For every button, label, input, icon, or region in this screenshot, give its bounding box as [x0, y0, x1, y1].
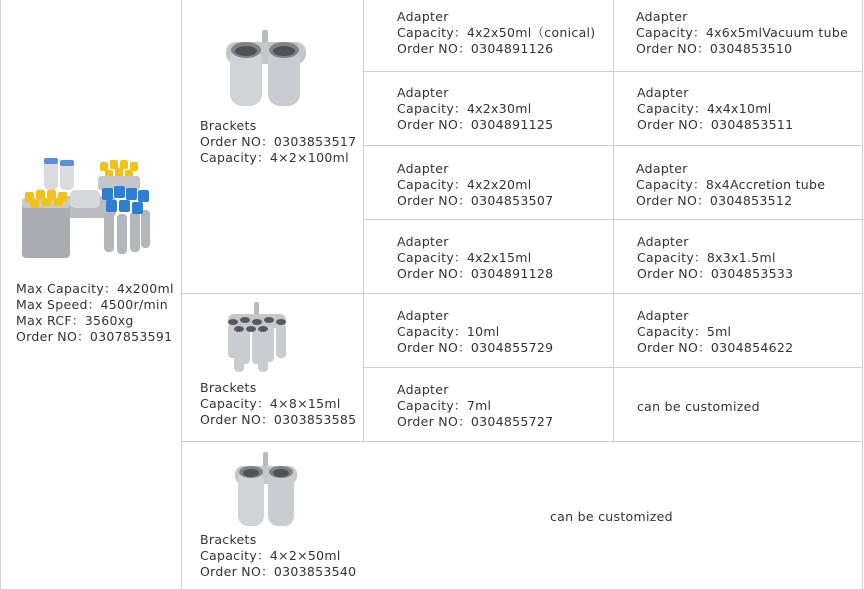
- grid-line: [363, 219, 863, 220]
- adapter-capacity: Capacity：7ml: [397, 398, 492, 413]
- adapter-order-no: Order NO：0304853512: [636, 193, 793, 208]
- adapter-title: Adapter: [397, 308, 449, 323]
- adapter-order-no: Order NO：0304854622: [637, 340, 794, 355]
- adapter-cell: [397, 9, 595, 57]
- adapter-capacity: Capacity：4x6x5mlVacuum tube: [636, 25, 849, 40]
- rotor-max-capacity: Max Capacity：4x200ml: [16, 281, 174, 296]
- grid-line: [363, 145, 863, 146]
- rotor-specs: [16, 281, 174, 345]
- bracket-4x2x100ml-photo-icon: [222, 28, 310, 110]
- adapter-title: Adapter: [636, 9, 688, 24]
- adapter-cell: [397, 308, 553, 356]
- swing-rotor-photo-icon: [18, 154, 153, 262]
- bracket-4x2x50ml-photo-icon: [232, 452, 300, 528]
- rotor-max-rcf: Max RCF：3560xg: [16, 313, 134, 328]
- adapter-order-no: Order NO：0304853507: [397, 193, 554, 208]
- bracket-2-specs: [200, 380, 356, 428]
- grid-line: [181, 293, 863, 294]
- adapter-cell: [397, 85, 553, 133]
- bracket-3-title: Brackets: [200, 532, 257, 547]
- bracket-1-specs: [200, 118, 356, 166]
- adapter-order-no: Order NO：0304891128: [397, 266, 554, 281]
- adapter-capacity: Capacity：4x2x15ml: [397, 250, 532, 265]
- adapter-cell: [637, 308, 793, 356]
- adapter-capacity: Capacity：4x4x10ml: [637, 101, 772, 116]
- adapter-order-no: Order NO：0304853533: [637, 266, 794, 281]
- bracket-2-order-no: Order NO：0303853585: [200, 412, 357, 427]
- adapter-cell: [636, 9, 848, 57]
- adapter-order-no: Order NO：0304855727: [397, 414, 554, 429]
- grid-line: [0, 0, 1, 589]
- adapter-order-no: Order NO：0304891126: [397, 41, 554, 56]
- grid-line: [613, 0, 614, 441]
- adapter-title: Adapter: [397, 9, 449, 24]
- adapter-capacity: Capacity：5ml: [637, 324, 732, 339]
- adapter-cell: [397, 161, 553, 209]
- adapter-capacity: Capacity：10ml: [397, 324, 500, 339]
- adapter-order-no: Order NO：0304891125: [397, 117, 554, 132]
- adapter-title: Adapter: [397, 85, 449, 100]
- adapter-cell: [637, 85, 793, 133]
- bracket-2-title: Brackets: [200, 380, 257, 395]
- adapter-title: Adapter: [636, 161, 688, 176]
- grid-line: [363, 0, 364, 441]
- adapter-capacity: Capacity：8x3x1.5ml: [637, 250, 776, 265]
- adapter-capacity: Capacity：4x2x50ml（conical): [397, 25, 596, 40]
- adapter-title: Adapter: [397, 161, 449, 176]
- bracket-1-title: Brackets: [200, 118, 257, 133]
- bracket-1-capacity: Capacity：4×2×100ml: [200, 150, 349, 165]
- grid-line: [862, 0, 863, 589]
- grid-line: [181, 441, 863, 442]
- customized-note: can be customized: [637, 399, 760, 414]
- customized-note: can be customized: [550, 509, 673, 524]
- bracket-3-specs: [200, 532, 356, 580]
- grid-line: [363, 367, 863, 368]
- rotor-order-no: Order NO：0307853591: [16, 329, 173, 344]
- adapter-cell: [397, 234, 553, 282]
- bracket-1-order-no: Order NO：0303853517: [200, 134, 357, 149]
- adapter-title: Adapter: [637, 85, 689, 100]
- adapter-capacity: Capacity：4x2x20ml: [397, 177, 532, 192]
- adapter-capacity: Capacity：8x4Accretion tube: [636, 177, 826, 192]
- adapter-cell: [397, 382, 553, 430]
- bracket-2-capacity: Capacity：4×8×15ml: [200, 396, 341, 411]
- bracket-3-capacity: Capacity：4×2×50ml: [200, 548, 341, 563]
- bracket-3-order-no: Order NO：0303853540: [200, 564, 357, 579]
- adapter-capacity: Capacity：4x2x30ml: [397, 101, 532, 116]
- adapter-title: Adapter: [637, 234, 689, 249]
- adapter-order-no: Order NO：0304853511: [637, 117, 794, 132]
- adapter-cell: [637, 234, 793, 282]
- bracket-4x8x15ml-photo-icon: [222, 302, 292, 374]
- adapter-order-no: Order NO：0304853510: [636, 41, 793, 56]
- adapter-title: Adapter: [397, 382, 449, 397]
- grid-line: [181, 0, 182, 589]
- rotor-max-speed: Max Speed：4500r/min: [16, 297, 168, 312]
- adapter-cell: [636, 161, 825, 209]
- grid-line: [363, 71, 863, 72]
- adapter-order-no: Order NO：0304855729: [397, 340, 554, 355]
- adapter-title: Adapter: [637, 308, 689, 323]
- adapter-title: Adapter: [397, 234, 449, 249]
